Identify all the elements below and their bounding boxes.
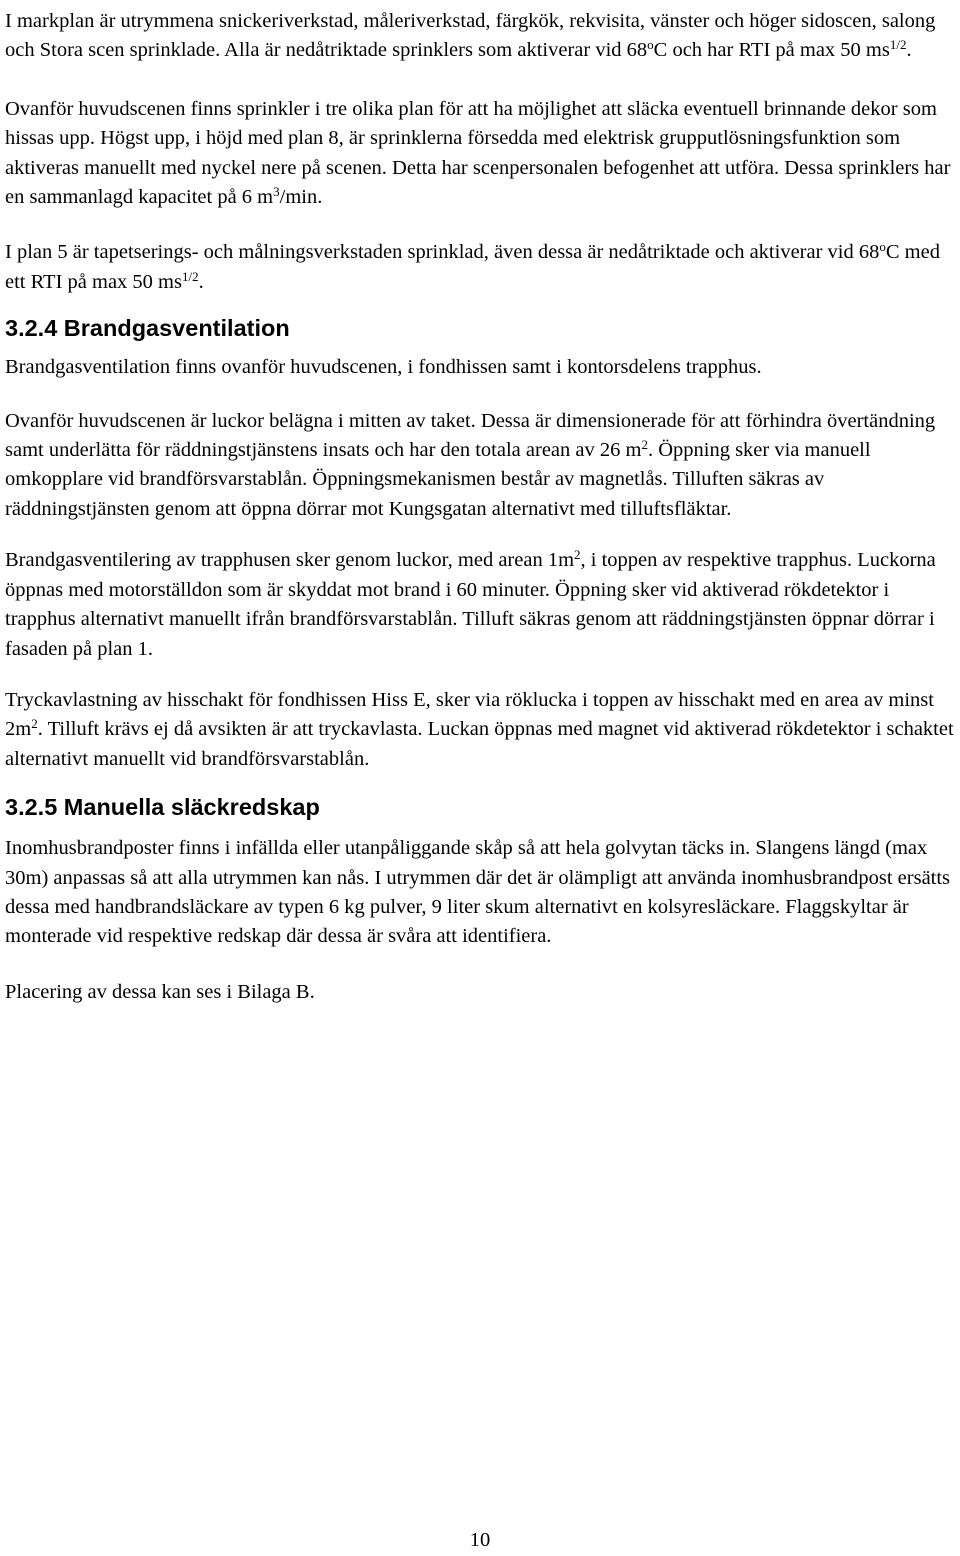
sprinkler-paragraph-2: Ovanför huvudscenen finns sprinkler i tre olika plan för att ha möjlighet att släcka eventuell brinnande dekor som hissas upp. Högst upp, i höjd med plan 8, är sprinklerna försedda med elektrisk grupputlösningsfunktion som aktiveras manuellt med nyckel nere på scenen. Detta har scenpersonalen befogenhet att utföra. Dessa sprinklers har en sammanlagd kapacitet på 6 $m^3/\min$. xyxy=(5,97,956,209)
slack-paragraph-1: Inomhusbrandposter finns i infällda eller utanpåliggande skåp så att hela golvytan täcks in. Slangens längd (max 30m) anpassas så att alla utrymmen kan nås. I utrymmen där det är olämpligt att använda inomhusbrandpost ersätts dessa med handbrandsläckare av typen 6 kg pulver, 9 liter skum alternativt en kolsyresläckare. Flaggskyltar är monterade vid respektive redskap där dessa är svåra att identifiera. xyxy=(5,837,951,948)
brandgas-paragraph-1: Brandgasventilation finns ovanför huvudscenen, i fondhissen samt i kontorsdelens trapphus. xyxy=(5,356,762,379)
brandgas-paragraph-4: Tryckavlastning av hisschakt för fondhissen Hiss E, sker via röklucka i toppen av hisschakt med en area av minst $2m^2$. Tilluft krävs ej då avsikten är att tryckavlasta. Luckan öppnas med magnet vid aktiverad rökdetektor i schaktet alternativt manuellt vid brandförsvarstablån. xyxy=(5,688,959,770)
section-heading-brandgasventilation: 3.2.4 Brandgasventilation xyxy=(5,315,290,342)
brandgas-paragraph-3: Brandgasventilering av trapphusen sker genom luckor, med arean $1m^2$, i toppen av respektive trapphus. Luckorna öppnas med motorställdon som är skyddat mot brand i 60 minuter. Öppning sker vid aktiverad rökdetektor i trapphus alternativt manuellt ifrån brandförsvarstablån. Tilluft säkras genom att räddningstjänsten öppnar dörrar i fasaden på plan 1. xyxy=(5,547,941,660)
page-number: 10 xyxy=(469,1529,491,1551)
slack-paragraph-2: Placering av dessa kan ses i Bilaga B. xyxy=(5,980,315,1003)
section-heading-manuella-slackredskap: 3.2.5 Manuella släckredskap xyxy=(5,794,320,821)
sprinkler-paragraph-3: I plan 5 är tapetserings- och målningsverkstaden sprinklad, även dessa är nedåtriktade och aktiverar vid 68$^o$C med ett RTI på max 50 $ms^{1/2}$. xyxy=(5,239,946,293)
sprinkler-paragraph-1: I markplan är utrymmena snickeriverkstad, måleriverkstad, färgkök, rekvisita, vänster och höger sidoscen, salong och Stora scen sprinklade. Alla är nedåtriktade sprinklers som aktiverar vid 68$^o$C och har RTI på max 50 $ms^{1/2}$. xyxy=(5,10,941,62)
brandgas-paragraph-2: Ovanför huvudscenen är luckor belägna i mitten av taket. Dessa är dimensionerade för att förhindra övertändning samt underlätta för räddningstjänstens insats och har den totala arean av 26 $m^2$. Öppning sker via manuell omkopplare vid brandförsvarstablån. Öppningsmekanismen består av magnetlås. Tilluften säkras av räddningstjänsten genom att öppna dörrar mot Kungsgatan alternativt med tilluftsfläktar. xyxy=(5,409,941,520)
